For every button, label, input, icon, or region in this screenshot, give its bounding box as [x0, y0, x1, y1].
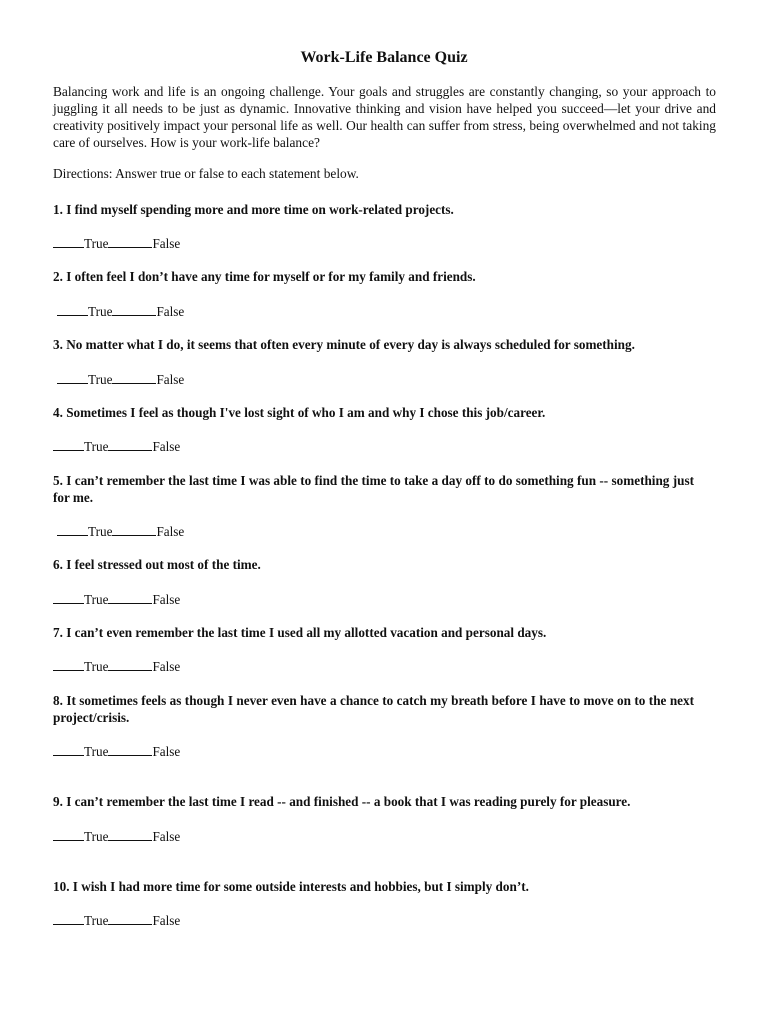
true-blank-6[interactable]	[53, 590, 84, 604]
false-label-5: False	[156, 524, 185, 539]
answer-line-10	[53, 911, 180, 929]
true-blank-3[interactable]	[57, 370, 88, 384]
true-blank-9[interactable]	[53, 827, 84, 841]
false-blank-2[interactable]	[112, 302, 156, 316]
true-label-3: True	[88, 372, 113, 387]
true-blank-1[interactable]	[53, 234, 84, 248]
false-blank-8[interactable]	[108, 742, 152, 756]
false-label-10: False	[152, 913, 181, 928]
false-label-6: False	[152, 592, 181, 607]
true-blank-10[interactable]	[53, 911, 84, 925]
intro-paragraph: Balancing work and life is an ongoing challenge. Your goals and struggles are constantly changing, so your approach to juggling it all needs to be just as dynamic. Innovative thinking and vision have helped you succeed—let your drive and creativity positively impact your personal life as well. Our health can suffer from stress, being overwhelmed and not taking care of ourselves. How is your work-life balance?	[53, 84, 716, 150]
question-10: 10. I wish I had more time for some outside interests and hobbies, but I simply don’t.	[53, 879, 529, 894]
page-title: Work-Life Balance Quiz	[300, 49, 468, 66]
false-blank-3[interactable]	[112, 370, 156, 384]
false-blank-6[interactable]	[108, 590, 152, 604]
answer-line-5	[57, 522, 184, 540]
question-4: 4. Sometimes I feel as though I've lost sight of who I am and why I chose this job/career.	[53, 405, 546, 420]
false-blank-1[interactable]	[108, 234, 152, 248]
false-label-1: False	[152, 236, 181, 251]
question-1: 1. I find myself spending more and more time on work-related projects.	[53, 202, 454, 217]
false-label-8: False	[152, 744, 181, 759]
question-8: 8. It sometimes feels as though I never even have a chance to catch my breath before I have to move on to the next project/crisis.	[53, 693, 694, 725]
false-label-9: False	[152, 829, 181, 844]
directions-text: Directions: Answer true or false to each statement below.	[53, 166, 359, 181]
answer-line-8	[53, 742, 180, 760]
false-label-2: False	[156, 304, 185, 319]
answer-line-7	[53, 657, 180, 675]
answer-line-2	[57, 302, 184, 320]
question-9: 9. I can’t remember the last time I read -- and finished -- a book that I was reading purely for pleasure.	[53, 794, 631, 809]
true-blank-4[interactable]	[53, 437, 84, 451]
true-label-6: True	[84, 592, 109, 607]
true-label-2: True	[88, 304, 113, 319]
answer-line-4	[53, 437, 180, 455]
answer-line-6	[53, 590, 180, 608]
answer-line-3	[57, 370, 184, 388]
question-3: 3. No matter what I do, it seems that often every minute of every day is always scheduled for something.	[53, 337, 635, 352]
true-label-1: True	[84, 236, 109, 251]
false-label-3: False	[156, 372, 185, 387]
true-label-7: True	[84, 659, 109, 674]
question-7: 7. I can’t even remember the last time I used all my allotted vacation and personal days.	[53, 625, 547, 640]
true-blank-7[interactable]	[53, 657, 84, 671]
true-label-5: True	[88, 524, 113, 539]
true-label-9: True	[84, 829, 109, 844]
false-blank-7[interactable]	[108, 657, 152, 671]
false-blank-9[interactable]	[108, 827, 152, 841]
answer-line-1	[53, 234, 180, 252]
question-5: 5. I can’t remember the last time I was able to find the time to take a day off to do something fun -- something just for me.	[53, 473, 694, 505]
false-blank-4[interactable]	[108, 437, 152, 451]
false-blank-5[interactable]	[112, 522, 156, 536]
true-label-10: True	[84, 913, 109, 928]
true-label-8: True	[84, 744, 109, 759]
false-label-4: False	[152, 439, 181, 454]
true-label-4: True	[84, 439, 109, 454]
true-blank-8[interactable]	[53, 742, 84, 756]
question-2: 2. I often feel I don’t have any time for myself or for my family and friends.	[53, 269, 476, 284]
answer-line-9	[53, 827, 180, 845]
question-6: 6. I feel stressed out most of the time.	[53, 557, 261, 572]
false-label-7: False	[152, 659, 181, 674]
false-blank-10[interactable]	[108, 911, 152, 925]
true-blank-2[interactable]	[57, 302, 88, 316]
true-blank-5[interactable]	[57, 522, 88, 536]
